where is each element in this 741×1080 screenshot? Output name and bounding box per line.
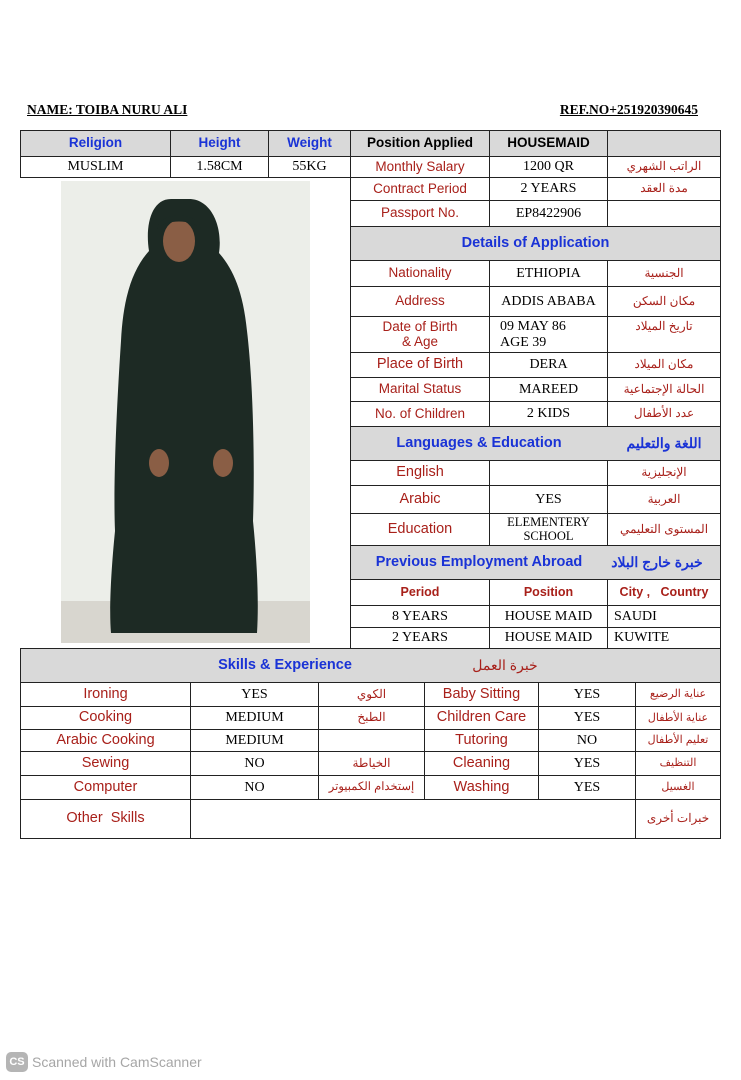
children-label: No. of Children [350,401,490,427]
passport-ar [607,200,721,227]
reference-number: REF.NO+251920390645 [559,102,698,117]
birthplace-label: Place of Birth [350,352,490,378]
languages-section-title: Languages & Education [396,434,562,451]
english-value [489,460,608,486]
skill-cleaning-value: YES [538,751,636,776]
camscanner-watermark [6,1052,202,1072]
religion-header: Religion [20,130,171,157]
skill-cleaning-label: Cleaning [424,751,539,776]
nationality-ar: الجنسية [607,260,721,287]
skill-washing-value: YES [538,775,636,800]
employment-row-1-country: SAUDI [607,605,721,628]
skill-ironing-ar: الكوي [318,682,425,707]
salary-label: Monthly Salary [350,156,490,178]
candidate-name: NAME: TOIBA NURU ALI [27,102,188,117]
skill-babysitting-ar: عناية الرضيع [635,682,721,707]
employment-section-title-ar: خبرة خارج البلاد [611,553,703,570]
skill-sewing-ar: الخياطة [318,751,425,776]
employment-col-period: Period [350,579,490,606]
employment-row-1-period: 8 YEARS [350,605,490,628]
candidate-photo [61,181,310,643]
children-value: 2 KIDS [489,401,608,427]
details-section-title: Details of Application [350,226,721,261]
skill-cleaning-ar: التنظيف [635,751,721,776]
address-value: ADDIS ABABA [489,286,608,317]
skill-cooking-ar: الطبخ [318,706,425,730]
skill-childcare-label: Children Care [424,706,539,730]
employment-row-2-period: 2 YEARS [350,627,490,649]
dob-ar: تاريخ الميلاد [607,316,721,353]
birthplace-ar: مكان الميلاد [607,352,721,378]
arabic-ar: العربية [607,485,721,514]
arabic-value: YES [489,485,608,514]
contract-period-value: 2 YEARS [489,177,608,201]
skill-tutoring-ar: تعليم الأطفال [635,729,721,752]
children-ar: عدد الأطفال [607,401,721,427]
contract-period-label: Contract Period [350,177,490,201]
dob-label: Date of Birth & Age [350,316,490,353]
nationality-label: Nationality [350,260,490,287]
dob-value: 09 MAY 86 AGE 39 [489,316,608,353]
english-ar: الإنجليزية [607,460,721,486]
skill-ironing-label: Ironing [20,682,191,707]
skill-washing-ar: الغسيل [635,775,721,800]
salary-label-ar: الراتب الشهري [607,156,721,178]
height-header: Height [170,130,269,157]
skill-ironing-value: YES [190,682,319,707]
contract-period-ar: مدة العقد [607,177,721,201]
weight-value: 55KG [268,156,351,178]
employment-col-country: City , Country [607,579,721,606]
marital-value: MAREED [489,377,608,402]
skill-arabic-cooking-ar [318,729,425,752]
skill-babysitting-value: YES [538,682,636,707]
skills-section-title: Skills & Experience [218,656,352,673]
camscanner-text: Scanned with CamScanner [32,1054,202,1070]
birthplace-value: DERA [489,352,608,378]
address-ar: مكان السكن [607,286,721,317]
other-skills-value [190,799,636,839]
marital-label: Marital Status [350,377,490,402]
skill-childcare-value: YES [538,706,636,730]
other-skills-ar: خبرات أخرى [635,799,721,839]
skill-sewing-label: Sewing [20,751,191,776]
employment-col-position: Position [489,579,608,606]
education-label: Education [350,513,490,546]
skill-arabic-cooking-label: Arabic Cooking [20,729,191,752]
skill-sewing-value: NO [190,751,319,776]
skill-tutoring-value: NO [538,729,636,752]
position-blank [607,130,721,157]
other-skills-label: Other Skills [20,799,191,839]
skill-tutoring-label: Tutoring [424,729,539,752]
position-applied-value: HOUSEMAID [489,130,608,157]
weight-header: Weight [268,130,351,157]
skill-cooking-value: MEDIUM [190,706,319,730]
education-ar: المستوى التعليمي [607,513,721,546]
employment-section-title: Previous Employment Abroad [375,553,583,570]
skill-computer-label: Computer [20,775,191,800]
english-label: English [350,460,490,486]
skill-cooking-label: Cooking [20,706,191,730]
skill-computer-value: NO [190,775,319,800]
nationality-value: ETHIOPIA [489,260,608,287]
languages-section-title-ar: اللغة والتعليم [626,434,702,451]
marital-ar: الحالة الإجتماعية [607,377,721,402]
passport-value: EP8422906 [489,200,608,227]
employment-row-1-position: HOUSE MAID [489,605,608,628]
religion-value: MUSLIM [20,156,171,178]
skill-childcare-ar: عناية الأطفال [635,706,721,730]
skill-washing-label: Washing [424,775,539,800]
position-applied-header: Position Applied [350,130,490,157]
employment-row-2-position: HOUSE MAID [489,627,608,649]
arabic-label: Arabic [350,485,490,514]
employment-row-2-country: KUWITE [607,627,721,649]
skill-arabic-cooking-value: MEDIUM [190,729,319,752]
height-value: 1.58CM [170,156,269,178]
skill-computer-ar: إستخدام الكمبيوتر [318,775,425,800]
camscanner-logo-icon: CS [6,1052,28,1072]
passport-label: Passport No. [350,200,490,227]
address-label: Address [350,286,490,317]
skill-babysitting-label: Baby Sitting [424,682,539,707]
salary-value: 1200 QR [489,156,608,178]
skills-section-title-ar: خبرة العمل [472,656,538,673]
education-value: ELEMENTERY SCHOOL [489,513,608,546]
